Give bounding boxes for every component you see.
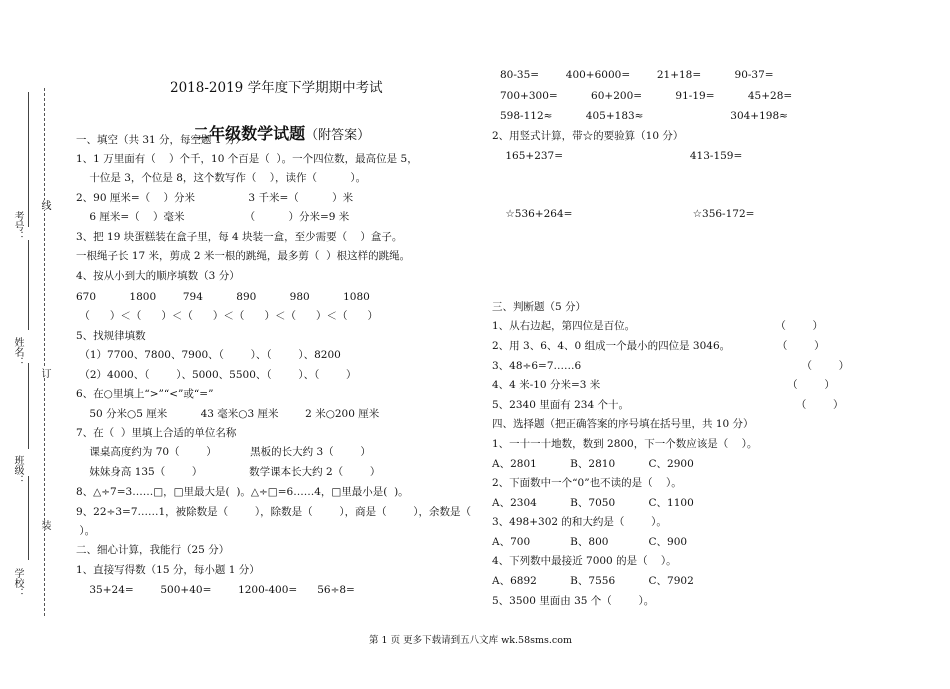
subtitle-note: （附答案） (305, 128, 371, 143)
right-line: A、6892 B、7556 C、7902 (492, 575, 694, 587)
left-line: 50 分米○5 厘米 43 毫米○3 厘米 2 米○200 厘米 (76, 408, 380, 420)
left-line: 一、填空（共 31 分，每空题 1 分） (76, 134, 246, 146)
left-line: 8、△÷7=3……□，□里最大是( )。△÷□=6……4，□里最小是( )。 (76, 486, 409, 498)
right-line: 1、一十一十地数，数到 2800，下一个数应该是（ ）。 (492, 438, 758, 450)
left-line: 1、直接写得数（15 分，每小题 1 分） (76, 564, 260, 576)
left-line: （2）4000、（ ）、5000、5500、（ ）、（ ） (76, 369, 357, 381)
left-line: 5、找规律填数 (76, 330, 146, 342)
right-line: 三、判断题（5 分） (492, 301, 587, 313)
ding-mark: 订 (39, 368, 50, 378)
xuexiao-label: 学校： (12, 568, 23, 598)
right-line: 2、用 3、6、4、0 组成一个最小的四位是 3046。 （ ） (492, 340, 825, 352)
right-line: 5、3500 里面由 35 个（ ）。 (492, 595, 655, 607)
right-line: 165+237= 413-159= (492, 150, 743, 162)
right-line: 2、用竖式计算，带☆的要验算（10 分） (492, 130, 684, 142)
xingming-underline (28, 240, 29, 330)
right-line: 80-35= 400+6000= 21+18= 90-37= (500, 69, 774, 81)
left-line: （1）7700、7800、7900、（ ）、（ ）、8200 (76, 349, 341, 361)
xian-mark: 线 (39, 200, 50, 210)
exam-title: 2018-2019 学年度下学期期中考试 (170, 80, 383, 96)
left-line: 妹妹身高 135（ ） 数学课本长大约 2（ ） (76, 466, 381, 478)
banji-label: 班级： (12, 455, 23, 485)
left-line: （ ）＜（ ）＜（ ）＜（ ）＜（ ）＜（ ） (76, 310, 378, 322)
right-line: 四、选择题（把正确答案的序号填在括号里，共 10 分） (492, 418, 754, 430)
left-line: 7、在（ ）里填上合适的单位名称 (76, 427, 237, 439)
right-line: A、2801 B、2810 C、2900 (492, 458, 694, 470)
left-line: 二、细心计算，我能行（25 分） (76, 544, 230, 556)
right-line: 700+300= 60+200= 91-19= 45+28= (500, 90, 793, 102)
right-line: 3、498+302 的和大约是（ ）。 (492, 516, 667, 528)
left-line: 4、按从小到大的顺序填数（3 分） (76, 270, 240, 282)
kaohao-label: 考号： (12, 211, 23, 241)
right-line: A、2304 B、7050 C、1100 (492, 497, 694, 509)
left-line: 35+24= 500+40= 1200-400= 56÷8= (76, 584, 355, 596)
right-line: 598-112≈ 405+183≈ 304+198≈ (500, 110, 788, 122)
xuexiao-underline (28, 476, 29, 560)
left-line: 十位是 3，个位是 8，这个数写作（ ），读作（ ）。 (76, 172, 367, 184)
right-line: 3、48÷6=7……6 （ ） (492, 360, 850, 372)
left-line: 9、22÷3=7……1，被除数是（ ），除数是（ ），商是（ ），余数是（ (76, 506, 472, 518)
binding-line (44, 88, 45, 616)
left-line: 670 1800 794 890 980 1080 (76, 291, 370, 303)
right-line: 2、下面数中一个“0”也不读的是（ ）。 (492, 477, 682, 489)
right-line: 4、下列数中最接近 7000 的是（ ）。 (492, 555, 677, 567)
left-line: 6、在○里填上“>”“<”或“=” (76, 388, 214, 400)
zhuang-mark: 装 (39, 520, 50, 530)
page-footer: 第 1 页 更多下载请到五八文库 wk.58sms.com (369, 635, 572, 646)
left-line: ）。 (76, 525, 96, 537)
left-line: 课桌高度约为 70（ ） 黑板的长大约 3（ ） (76, 446, 371, 458)
right-line: 5、2340 里面有 234 个十。 （ ） (492, 399, 844, 411)
star-line: ☆536+264= ☆356-172= (492, 208, 755, 220)
left-line: 2、90 厘米=（ ）分米 3 千米=（ ）米 (76, 192, 354, 204)
right-line: 1、从右边起，第四位是百位。 （ ） (492, 320, 824, 332)
left-line: 6 厘米=（ ）毫米 （ ）分米=9 米 (76, 211, 350, 223)
xingming-label: 姓名： (12, 337, 23, 367)
kaohao-underline (28, 92, 29, 227)
right-line: A、700 B、800 C、900 (492, 536, 688, 548)
left-line: 一根绳子长 17 米，剪成 2 米一根的跳绳，最多剪（ ）根这样的跳绳。 (76, 250, 411, 262)
left-line: 1、1 万里面有（ ）个千，10 个百是（ ）。一个四位数，最高位是 5， (76, 153, 418, 165)
subject-title: 二年级数学试题 (193, 124, 306, 143)
banji-underline (28, 363, 29, 449)
left-line: 3、把 19 块蛋糕装在盒子里，每 4 块装一盒，至少需要（ ）盒子。 (76, 231, 403, 243)
right-line: 4、4 米-10 分米=3 米 （ ） (492, 379, 835, 391)
